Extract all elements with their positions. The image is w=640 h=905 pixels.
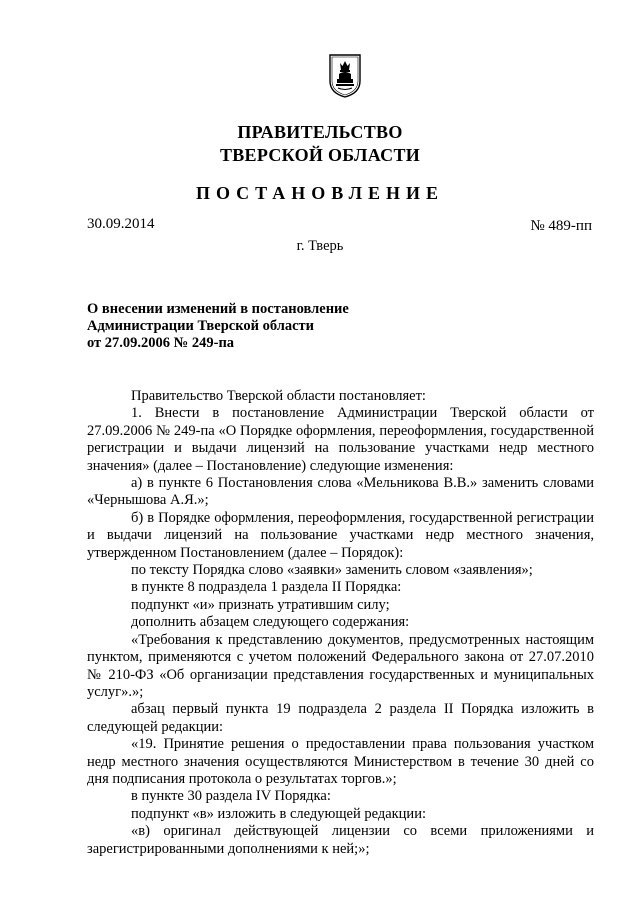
body-paragraph: дополнить абзацем следующего содержания:: [131, 614, 410, 631]
document-body: [87, 388, 594, 858]
coat-of-arms-icon: [328, 53, 362, 99]
organization-name-line1: ПРАВИТЕЛЬСТВО: [237, 122, 403, 142]
document-city: г. Тверь: [296, 238, 344, 254]
document-type: ПОСТАНОВЛЕНИЕ: [195, 183, 445, 203]
subject-line: от 27.09.2006 № 249-па: [87, 335, 235, 351]
body-paragraph: подпункт «и» признать утратившим силу;: [131, 596, 390, 613]
subject-line: О внесении изменений в постановление: [87, 301, 349, 317]
body-paragraph: в пункте 8 подраздела 1 раздела II Порядка:: [131, 579, 402, 596]
organization-name-line2: ТВЕРСКОЙ ОБЛАСТИ: [219, 145, 421, 165]
body-paragraph: «в) оригинал действующей лицензии со всеми приложениями и зарегистрированными дополнениями к ней;»;: [87, 823, 594, 857]
body-paragraph: «Требования к представлению документов, предусмотренных настоящим пунктом, применяются с учетом положений Федерального закона от 27.07.2010 № 210-ФЗ «Об организации представления государственных и муниципальных услуг».»;: [87, 631, 594, 700]
body-paragraph: а) в пункте 6 Постановления слова «Мельникова В.В.» заменить словами «Чернышова А.Я.»;: [87, 475, 594, 509]
body-paragraph: по тексту Порядка слово «заявки» заменить словом «заявления»;: [131, 562, 533, 579]
body-paragraph: абзац первый пункта 19 подраздела 2 раздела II Порядка изложить в следующей редакции:: [87, 701, 594, 735]
body-paragraph: «19. Принятие решения о предоставлении права пользования участком недр местного значения осуществляются Министерством в течение 30 дней со дня подписания протокола о результатах торгов.»;: [87, 736, 594, 787]
body-paragraph: подпункт «в» изложить в следующей редакции:: [131, 805, 426, 822]
document-number: № 489-пп: [530, 218, 592, 234]
body-paragraph: в пункте 30 раздела IV Порядка:: [131, 788, 331, 805]
document-date: 30.09.2014: [87, 216, 155, 232]
body-paragraph: б) в Порядке оформления, переоформления, государственной регистрации и выдачи лицензий на пользование участками недр местного значения, утвержденном Постановлением (далее – Порядок):: [87, 509, 594, 561]
subject-line: Администрации Тверской области: [87, 318, 315, 334]
body-paragraph: 1. Внести в постановление Администрации Тверской области от 27.09.2006 № 249-па «О Порядке оформления, переоформления, государственной регистрации и выдачи лицензий на пользование участками недр местного значения» (далее – Постановление) следующие изменения:: [87, 405, 594, 474]
body-paragraph: Правительство Тверской области постановляет:: [131, 388, 426, 404]
document-subject: [87, 301, 349, 352]
